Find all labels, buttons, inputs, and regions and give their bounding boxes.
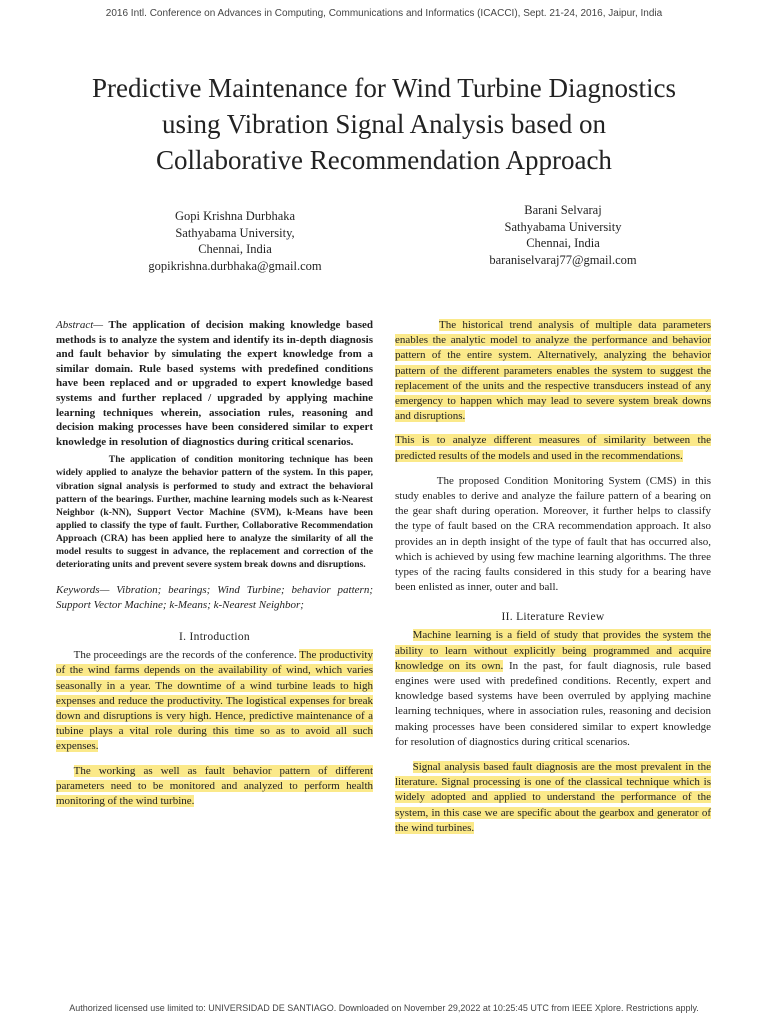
conference-header: 2016 Intl. Conference on Advances in Computing, Communications and Informatics (ICACCI), Sept. 21-24, 2016, Jaipur, India xyxy=(105,8,663,19)
abstract-label: Abstract— xyxy=(56,319,104,331)
author-1-email[interactable]: gopikrishna.durbhaka@gmail.com xyxy=(148,258,322,273)
author-2-name: Barani Selvaraj xyxy=(524,203,602,217)
title-line-2: using Vibration Signal Analysis based on xyxy=(161,109,607,139)
lit-paragraph-2 xyxy=(395,760,711,836)
lit-p1-highlight: Machine learning is a field of study that provides the system the ability to learn without explicitly being programmed and acquire knowledge on its own. xyxy=(395,629,711,672)
right-paragraph-3: The proposed Condition Monitoring System (CMS) in this study enables to derive and analyze the failure pattern of a bearing on the gear shaft during operation. Moreover, it further helps to classify the type of fault based on the CRA recommendation approach. It also provides an in depth insight of the type of fault that has occurred also, which is achieved by using few machine learning algorithms. The three types of the racing faults considered in this study for a bearing have been enlisted as inner, outer and ball. xyxy=(395,474,711,594)
intro-p1-plain: The proceedings are the records of the conference. xyxy=(73,649,300,662)
lit-paragraph-1 xyxy=(395,628,711,750)
intro-p2-highlight: The working as well as fault behavior pattern of different parameters need to be monitored and analyzed to perform health monitoring of the wind turbine. xyxy=(56,764,373,808)
right-p1-highlight: The historical trend analysis of multiple data parameters enables the analytic model to analyze the performance and behavior pattern of the entire system. Alternatively, analyzing the behavior pattern of the different parameters enables the system to suggest the replacement of the units and the respective transducers instead of any emergency to happen which may lead to severe system break downs and disruptions. xyxy=(395,319,711,423)
abstract-paragraph-2: The application of condition monitoring technique has been widely applied to analyze the behavior pattern of the system. In this paper, vibration signal analysis is performed to study and extract the behavioral pattern of the bearings. Further, machine learning models such as k-Nearest Neighbor (k-NN), Support Vector Machine (SVM), k-Means have been applied to classify the type of fault. Further, Collaborative Recommendation Approach (CRA) has been applied here to analyze the similarity of all the model results to suggest in advance, the replacement and correction of the deteriorating units and prevent severe system break downs and disruptions. xyxy=(56,454,373,571)
author-2 xyxy=(438,202,688,268)
abstract-text: The application of decision making knowledge based methods is to analyze the system and identify its in-depth diagnosis and fault behavior by simulating the expert knowledge from a similar domain. Rule based systems with predefined conditions have been replaced and or upgraded to expert knowledge based systems and further replaced / upgraded by applying machine learning techniques wherein, association rules, reasoning and decision making processes have been considered similar to expert knowledge in resolution of diagnostics during critical scenarios. xyxy=(56,319,373,448)
author-1 xyxy=(110,208,360,274)
lit-p1-plain: In the past, for fault diagnosis, rule based engines were used with predefined conditions. Recently, expert and knowledge based systems have been overruled by applying machine learning techniques, where in association rules, reasoning and decision making processes have been considered similar to expert knowledge for resolution of diagnostics during critical scenarios. xyxy=(395,659,711,748)
right-p2-highlight: This is to analyze different measures of similarity between the predicted results of the models and used in the recommendations. xyxy=(395,434,711,462)
title-line-1: Predictive Maintenance for Wind Turbine Diagnostics xyxy=(91,73,677,103)
intro-paragraph-1 xyxy=(56,648,373,754)
author-2-email[interactable]: baraniselvaraj77@gmail.com xyxy=(489,252,637,267)
author-2-location: Chennai, India xyxy=(526,236,600,250)
left-column xyxy=(56,318,373,809)
download-footer: Authorized licensed use limited to: UNIVERSIDAD DE SANTIAGO. Downloaded on November 29,2022 at 10:25:45 UTC from IEEE Xplore. Restrictions apply. xyxy=(69,1003,699,1013)
author-2-affiliation: Sathyabama University xyxy=(504,219,622,234)
abstract-paragraph xyxy=(56,318,373,449)
lit-p2-highlight: Signal analysis based fault diagnosis are the most prevalent in the literature. Signal processing is one of the classical technique which is widely adopted and applied to understand the performance of the system, in this case we are specific about the gearbox and generator of the wind turbines. xyxy=(395,761,711,834)
author-1-affiliation: Sathyabama University, xyxy=(175,225,295,240)
right-column xyxy=(395,318,711,836)
section-heading-introduction: I. Introduction xyxy=(179,631,250,644)
title-line-3: Collaborative Recommendation Approach xyxy=(156,145,612,175)
author-1-name: Gopi Krishna Durbhaka xyxy=(174,209,296,223)
intro-p1-highlight: The productivity of the wind farms depends on the availability of wind, which varies seasonally in a year. The downtime of a wind turbine leads to high expenses and reduce the productivity. The logistical expenses for break down and disruptions is very high. Hence, predictive maintenance of a tubine plays a vital role during this time so as to avoid all such expenses. xyxy=(56,649,373,753)
author-1-location: Chennai, India xyxy=(198,242,272,256)
paper-title xyxy=(30,70,738,178)
keywords: Keywords— Vibration; bearings; Wind Turbine; behavior pattern; Support Vector Machine; k-Means; k-Nearest Neighbor; xyxy=(56,584,373,611)
intro-paragraph-2 xyxy=(56,764,373,810)
section-heading-literature-review: II. Literature Review xyxy=(501,611,605,624)
right-paragraph-2 xyxy=(395,433,711,463)
right-paragraph-1 xyxy=(395,318,711,424)
